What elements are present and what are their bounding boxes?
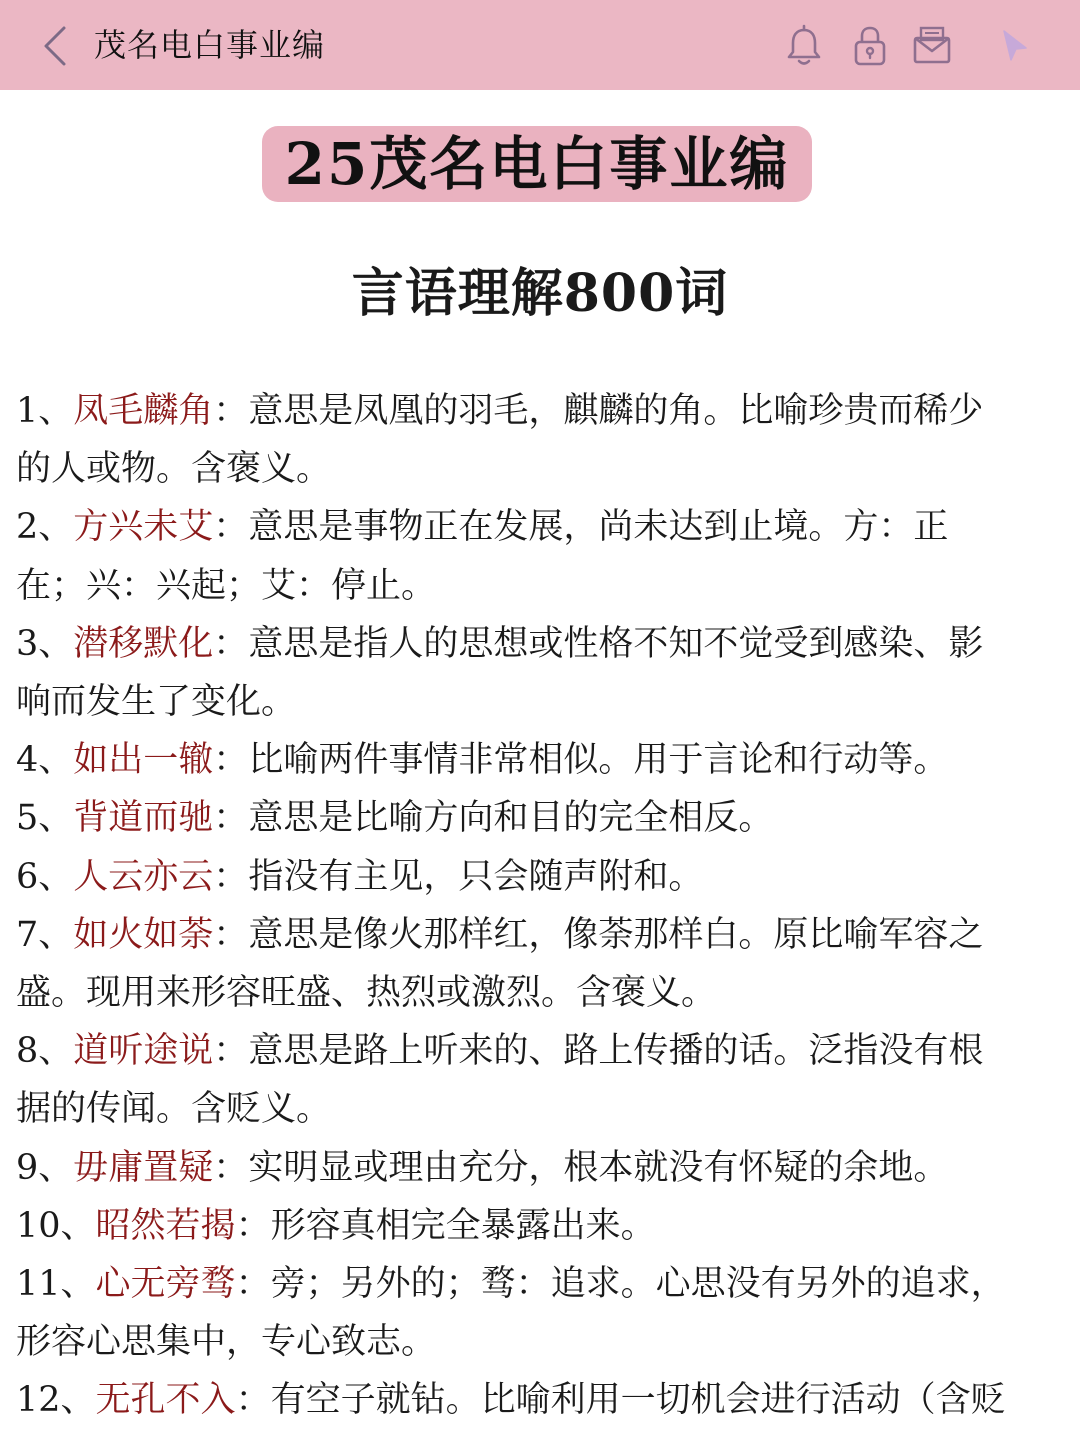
entry-separator: ： (213, 623, 249, 664)
vocab-entry (16, 1371, 1006, 1429)
document-subtitle: 言语理解800词 (351, 263, 729, 324)
entry-number: 5、 (16, 798, 74, 839)
entry-term: 方兴未艾 (73, 507, 214, 548)
entry-description: 意思是事物正在发展，尚未达到止境。方：正在；兴：兴起；艾：停止。 (16, 507, 949, 606)
vocab-entry (16, 1197, 1006, 1255)
vocab-entry (16, 906, 1006, 1022)
entry-separator: ： (235, 1205, 271, 1246)
vocab-entry (16, 498, 1006, 614)
entry-number: 3、 (16, 623, 74, 664)
vocab-entry (16, 382, 1006, 498)
entry-number: 2、 (16, 507, 74, 548)
back-chevron-icon[interactable] (38, 24, 74, 68)
entry-separator: ： (213, 507, 249, 548)
entry-term: 心无旁骛 (95, 1264, 236, 1305)
entry-separator: ： (213, 1147, 249, 1188)
entry-description: 意思是像火那样红，像荼那样白。原比喻军容之盛。现用来形容旺盛、热烈或激烈。含褒义。 (16, 914, 984, 1014)
vocab-entry (16, 789, 1006, 847)
entry-description: 意思是比喻方向和目的完全相反。 (248, 798, 774, 839)
entry-separator: ： (213, 391, 249, 431)
entry-description: 比喻两件事情非常相似。用于言论和行动等。 (248, 740, 949, 781)
vocab-entry (16, 1139, 1006, 1197)
entry-separator: ： (235, 1380, 271, 1421)
entry-term: 潜移默化 (73, 623, 214, 664)
entry-description: 形容真相完全暴露出来。 (270, 1205, 656, 1246)
entry-description: 意思是指人的思想或性格不知不觉受到感染、影响而发生了变化。 (16, 623, 984, 723)
app-title: 茂名电白事业编 (94, 26, 326, 64)
mail-icon[interactable] (912, 24, 952, 68)
entry-term: 道听途说 (73, 1031, 214, 1072)
entry-separator: ： (213, 798, 249, 839)
entry-term: 背道而驰 (73, 798, 214, 839)
lock-icon[interactable] (850, 24, 890, 68)
entry-description: 指没有主见，只会随声附和。 (248, 856, 704, 897)
entry-description: 实明显或理由充分，根本就没有怀疑的余地。 (248, 1147, 949, 1188)
cursor-arrow-icon[interactable] (998, 28, 1032, 64)
vocabulary-list (16, 382, 1006, 1429)
document-title-highlight (262, 126, 812, 202)
entry-number: 7、 (16, 914, 74, 955)
entry-number: 8、 (16, 1031, 74, 1072)
entry-number: 6、 (16, 856, 74, 897)
entry-separator: ： (213, 1031, 249, 1072)
vocab-entry (16, 1255, 1006, 1371)
document-title: 25茂名电白事业编 (284, 130, 790, 198)
entry-number: 4、 (16, 740, 74, 781)
entry-term: 人云亦云 (73, 856, 214, 897)
entry-term: 昭然若揭 (95, 1205, 236, 1246)
entry-number: 9、 (16, 1147, 74, 1188)
bell-icon[interactable] (784, 24, 824, 68)
entry-description: 有空子就钻。比喻利用一切机会进行活动（含贬 (270, 1380, 1006, 1421)
entry-separator: ： (213, 856, 249, 897)
entry-term: 无孔不入 (95, 1380, 236, 1421)
vocab-entry (16, 731, 1006, 789)
entry-term: 毋庸置疑 (73, 1147, 214, 1188)
entry-separator: ： (213, 914, 249, 955)
entry-number: 11、 (16, 1264, 96, 1305)
entry-number: 10、 (16, 1205, 96, 1246)
entry-separator: ： (213, 740, 249, 781)
vocab-entry (16, 848, 1006, 906)
vocab-entry (16, 1022, 1006, 1138)
entry-term: 如火如荼 (73, 914, 214, 955)
entry-number: 12、 (16, 1380, 96, 1421)
entry-term: 如出一辙 (73, 740, 214, 781)
entry-description: 意思是凤凰的羽毛，麒麟的角。比喻珍贵而稀少的人或物。含褒义。 (16, 391, 984, 490)
entry-separator: ： (235, 1264, 271, 1305)
top-bar (0, 0, 1080, 90)
entry-number: 1、 (16, 391, 74, 431)
entry-description: 旁；另外的；骛：追求。心思没有另外的追求，形容心思集中，专心致志。 (16, 1264, 1006, 1363)
entry-term: 凤毛麟角 (73, 391, 214, 431)
vocab-entry (16, 615, 1006, 731)
entry-description: 意思是路上听来的、路上传播的话。泛指没有根据的传闻。含贬义。 (16, 1031, 984, 1130)
